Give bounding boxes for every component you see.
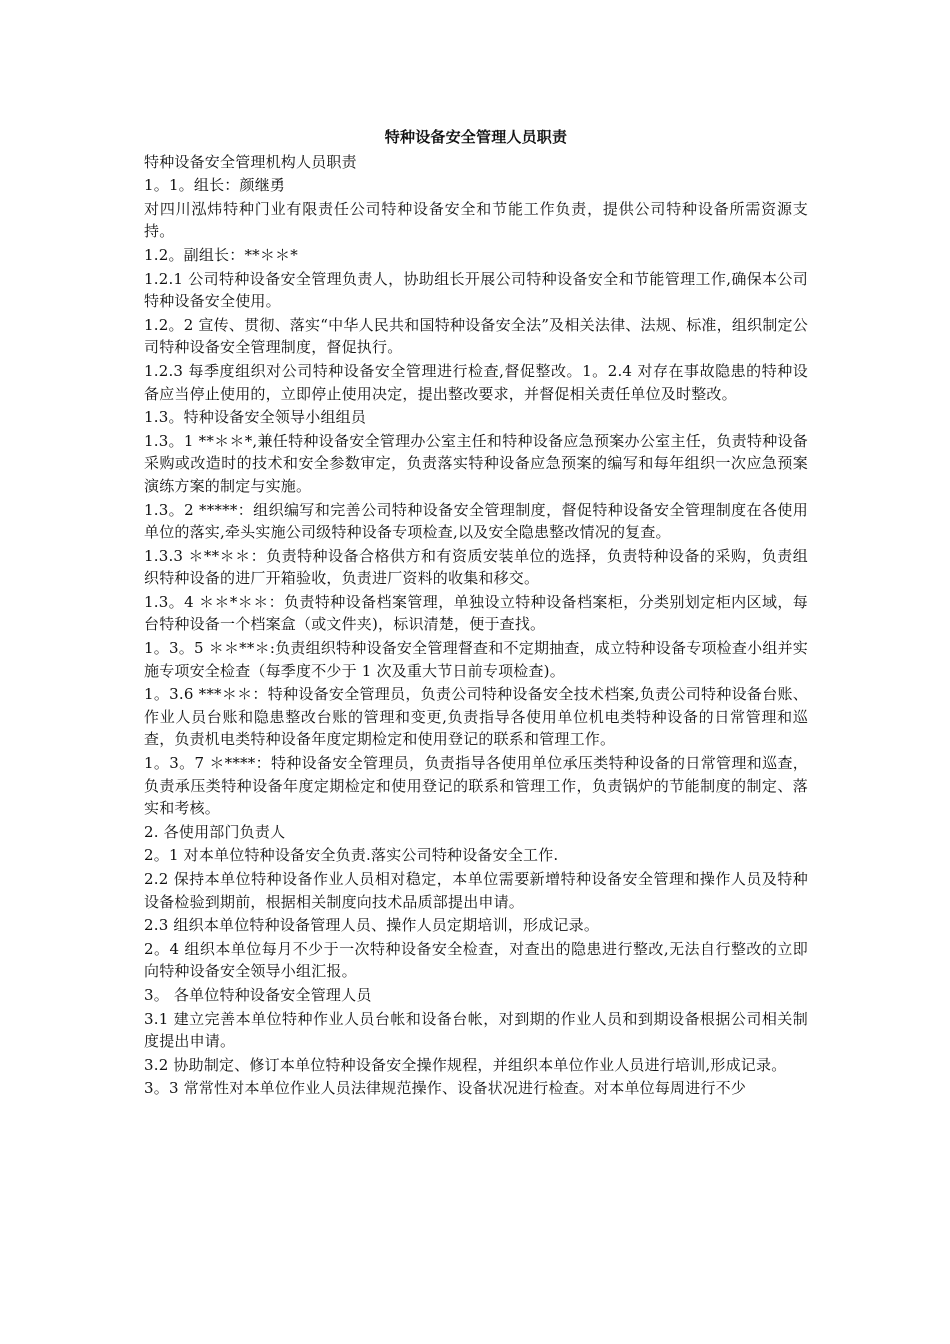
paragraph-3-2: 3.2 协助制定、修订本单位特种设备安全操作规程，并组织本单位作业人员进行培训,形成记录。: [144, 1055, 787, 1074]
paragraph-2-1: 2。1 对本单位特种设备安全负责.落实公司特种设备安全工作.: [144, 846, 559, 865]
paragraph-1-2: 1.2。副组长：**＊＊*: [144, 245, 298, 264]
paragraph-2-3: 2.3 组织本单位特种设备管理人员、操作人员定期培训，形成记录。: [144, 916, 600, 935]
paragraph-1-1: 1。1。组长：颜继勇: [144, 176, 286, 195]
section-heading-2: 2. 各使用部门负责人: [144, 822, 286, 841]
paragraph-1-2-1: 1.2.1 公司特种设备安全管理负责人，协助组长开展公司特种设备安全和节能管理工作,确保本公司特种设备安全使用。: [144, 269, 808, 311]
paragraph-2-2: 2.2 保持本单位特种设备作业人员相对稳定，本单位需要新增特种设备安全管理和操作人员及特种设备检验到期前，根据相关制度向技术品质部提出申请。: [144, 870, 808, 911]
document-title: 特种设备安全管理人员职责: [384, 128, 568, 146]
paragraph-1-2-3: 1.2.3 每季度组织对公司特种设备安全管理进行检查,督促整改。1。2.4 对存在事故隐患的特种设备应当停止使用的，立即停止使用决定，提出整改要求，并督促相关责任单位及时整改。: [144, 361, 808, 403]
paragraph-1-3-2: 1.3。2 *****：组织编写和完善公司特种设备安全管理制度，督促特种设备安全管理制度在各使用单位的落实,牵头实施公司级特种设备专项检查,以及安全隐患整改情况的复查。: [144, 500, 808, 542]
paragraph-3-3: 3。3 常常性对本单位作业人员法律规范操作、设备状况进行检查。对本单位每周进行不少: [144, 1079, 747, 1098]
paragraph-2-4: 2。4 组织本单位每月不少于一次特种设备安全检查，对查出的隐患进行整改,无法自行整改的立即向特种设备安全领导小组汇报。: [144, 939, 808, 981]
paragraph-1-3-5: 1。3。5 ＊＊**＊:负责组织特种设备安全管理督查和不定期抽查，成立特种设备专项检查小组并实施专项安全检查（每季度不少于 1 次及重大节日前专项检查)。: [144, 639, 808, 680]
paragraph-1-3-6: 1。3.6 ***＊＊：特种设备安全管理员，负责公司特种设备安全技术档案,负责公司特种设备台账、作业人员台账和隐患整改台账的管理和变更,负责指导各使用单位机电类特种设备的日常管理和巡查，负责机电类特种设备年度定期检定和使用登记的联系和管理工作。: [144, 685, 808, 749]
paragraph-1-2-2: 1.2。2 宣传、贯彻、落实“中华人民共和国特种设备安全法”及相关法律、法规、标准，组织制定公司特种设备安全管理制度，督促执行。: [144, 315, 808, 357]
section-heading-committee: 特种设备安全管理机构人员职责: [144, 152, 357, 171]
paragraph-1-3-3: 1.3.3 ＊**＊＊：负责特种设备合格供方和有资质安装单位的选择，负责特种设备的采购，负责组织特种设备的进厂开箱验收，负责进厂资料的收集和移交。: [144, 546, 808, 588]
document-page: [144, 126, 808, 1100]
paragraph-1-1-body: 对四川泓炜特种门业有限责任公司特种设备安全和节能工作负责，提供公司特种设备所需资源支持。: [144, 199, 808, 241]
section-heading-3: 3。 各单位特种设备安全管理人员: [144, 985, 372, 1004]
paragraph-1-3-4: 1.3。4 ＊＊*＊＊：负责特种设备档案管理，单独设立特种设备档案柜，分类别划定柜内区域，每台特种设备一个档案盒（或文件夹)，标识清楚，便于查找。: [144, 592, 808, 634]
paragraph-1-3-7: 1。3。7 ＊****：特种设备安全管理员，负责指导各使用单位承压类特种设备的日常管理和巡查，负责承压类特种设备年度定期检定和使用登记的联系和管理工作，负责锅炉的节能制度的制定、落实和考核。: [144, 754, 808, 818]
paragraph-1-3: 1.3。特种设备安全领导小组组员: [144, 408, 367, 427]
paragraph-3-1: 3.1 建立完善本单位特种作业人员台帐和设备台帐，对到期的作业人员和到期设备根据公司相关制度提出申请。: [144, 1009, 808, 1051]
paragraph-1-3-1: 1.3。1 **＊＊*,兼任特种设备安全管理办公室主任和特种设备应急预案办公室主任，负责特种设备采购或改造时的技术和安全参数审定，负责落实特种设备应急预案的编写和每年组织一次应急预案演练方案的制定与实施。: [144, 431, 808, 495]
